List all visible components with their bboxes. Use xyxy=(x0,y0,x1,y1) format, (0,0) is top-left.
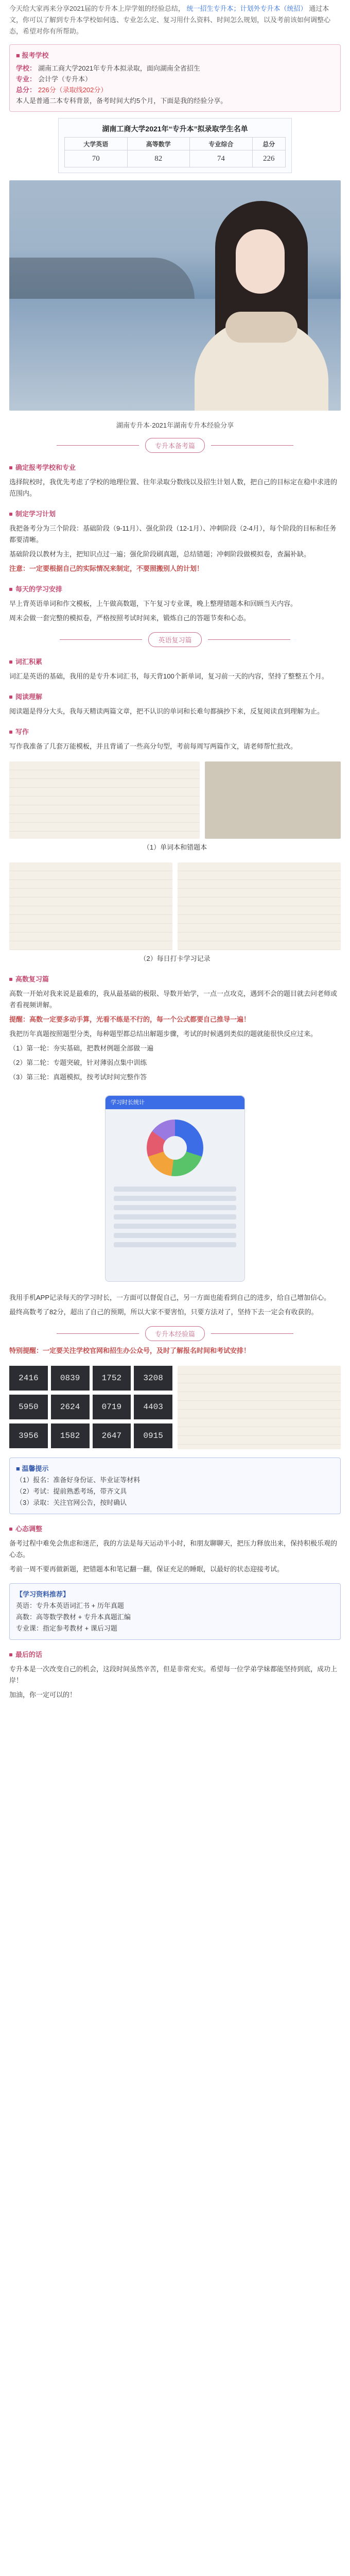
author-photo xyxy=(9,180,341,411)
score-label: 总分： xyxy=(16,86,37,94)
section-paragraph: 最终高数考了82分，超出了自己的预期，所以大家不要害怕，只要方法对了，坚持下去一定会有收获的。 xyxy=(9,1308,318,1316)
reminder-item: （3）录取：关注官网公告，按时确认 xyxy=(16,1499,127,1506)
timer-cell: 4403 xyxy=(134,1395,172,1419)
section-heading: 最后的话 xyxy=(9,1649,341,1660)
section-heading: 确定报考学校和专业 xyxy=(9,462,341,473)
timer-cell: 5950 xyxy=(9,1395,48,1419)
section-heading: 心态调整 xyxy=(9,1523,341,1535)
school-info-row xyxy=(16,63,334,74)
phone-row xyxy=(114,1214,236,1219)
divider-label: 英语复习篇 xyxy=(148,632,201,647)
school-info-box xyxy=(9,44,341,112)
score-card xyxy=(58,118,292,173)
intro-text: 今天给大家再来分享2021届的专升本上岸学姐的经验总结， xyxy=(9,5,185,12)
notebook-photo xyxy=(9,761,200,839)
notebook-photo xyxy=(205,761,341,839)
step-item: （2）第二轮：专题突破，针对薄弱点集中训练 xyxy=(9,1059,147,1066)
divider-label: 专升本备考篇 xyxy=(145,438,205,453)
score-header: 专业综合 xyxy=(190,138,253,150)
section-paragraph: 周末会做一套完整的模拟卷，严格按照考试时间来，锻炼自己的答题节奏和心态。 xyxy=(9,614,251,622)
score-table xyxy=(64,137,286,167)
phone-row xyxy=(114,1205,236,1210)
intro-tail: 通过本文，你可以了解到专升本学校如何选、专业怎么定、复习用什么资料、时间怎么规划，以及考前该如何调整心态，希望对你有所帮助。 xyxy=(9,5,331,35)
timer-grid xyxy=(9,1366,172,1449)
score-cell: 226 xyxy=(252,150,285,167)
divider-line xyxy=(208,639,290,640)
step-item: （1）第一轮：夯实基础，把教材例题全部做一遍 xyxy=(9,1044,154,1052)
section-paragraph: 加油，你一定可以的！ xyxy=(9,1691,77,1699)
section-heading: 阅读理解 xyxy=(9,691,341,703)
section-paragraph: 高数一开始对我来说是最难的，我从最基础的极限、导数开始学，一点一点攻克，遇到不会的题目就去问老师或者看视频讲解。 xyxy=(9,990,338,1009)
study-record-photo xyxy=(178,862,341,950)
reminder-item: （2）考试：提前熟悉考场，带齐文具 xyxy=(16,1487,127,1495)
section-paragraph: 专升本是一次改变自己的机会，这段时间虽然辛苦，但是非常充实。希望每一位学弟学妹都能坚持到底，成功上岸！ xyxy=(9,1665,338,1684)
image-caption: （1）单词本和错题本 xyxy=(143,843,207,851)
resource-item: 高数：高等数学教材 + 专升本真题汇编 xyxy=(16,1613,131,1621)
english-image-row xyxy=(9,761,341,839)
section-paragraph: 词汇是英语的基础，我用的是专升本词汇书，每天背100个新单词，复习前一天的内容，坚持了整整五个月。 xyxy=(9,672,328,680)
step-item: （3）第三轮：真题模拟，按考试时间完整作答 xyxy=(9,1073,147,1081)
resource-item: 英语：专升本英语词汇书 + 历年真题 xyxy=(16,1602,124,1609)
timer-cell: 2647 xyxy=(93,1423,131,1448)
photo-caption: 湖南专升本·2021年湖南专升本经验分享 xyxy=(116,421,234,429)
photo-scarf xyxy=(225,312,297,343)
phone-row xyxy=(114,1224,236,1229)
intro-highlight[interactable]: 统一招生专升本；计划外专升本（统招） xyxy=(186,5,307,12)
section-paragraph: 我用手机APP记录每天的学习时长，一方面可以督促自己，另一方面也能看到自己的进步，给自己增加信心。 xyxy=(9,1294,331,1301)
section-paragraph: 考前一周不要再做新题，把错题本和笔记翻一翻，保证充足的睡眠，以最好的状态迎接考试。 xyxy=(9,1565,284,1573)
score-value: 226分（录取线202分） xyxy=(38,86,108,94)
section-note: 提醒：高数一定要多动手算，光看不练是不行的，每一个公式都要自己推导一遍！ xyxy=(9,1015,251,1023)
phone-row xyxy=(114,1196,236,1201)
score-cell: 82 xyxy=(127,150,190,167)
timer-cell: 3956 xyxy=(9,1423,48,1448)
section-heading: 高数复习篇 xyxy=(9,974,341,985)
score-cell: 70 xyxy=(65,150,128,167)
english-section xyxy=(9,656,341,964)
section-highlight: 特别提醒：一定要关注学校官网和招生办公众号，及时了解报名时间和考试安排！ xyxy=(9,1347,251,1354)
divider-line xyxy=(211,1333,293,1334)
timer-cell: 0719 xyxy=(93,1395,131,1419)
section-paragraph: 我把历年真题按照题型分类，每种题型都总结出解题步骤，考试的时候遇到类似的题就能很快反应过来。 xyxy=(9,1030,318,1038)
photo-face xyxy=(236,229,285,294)
timer-cell: 2624 xyxy=(51,1395,90,1419)
section-heading: 写作 xyxy=(9,726,341,738)
section-divider xyxy=(9,1326,341,1341)
reminder-item: （1）报名：准备好身份证、毕业证等材料 xyxy=(16,1476,141,1484)
reminder-title: ■ 温馨提示 xyxy=(16,1465,49,1472)
section-heading: 每天的学习安排 xyxy=(9,584,341,595)
timer-cell: 2416 xyxy=(9,1366,48,1391)
study-record-photo xyxy=(9,862,172,950)
resource-item: 专业课：指定参考教材 + 课后习题 xyxy=(16,1624,117,1632)
timer-cell: 1582 xyxy=(51,1423,90,1448)
timer-cell: 1752 xyxy=(93,1366,131,1391)
intro-paragraph xyxy=(9,0,341,37)
section-paragraph: 备考过程中难免会焦虑和迷茫，我的方法是每天运动半小时，和朋友聊聊天，把压力释放出来，保持积极乐观的心态。 xyxy=(9,1539,338,1558)
score-card-title: 湖南工商大学2021年“专升本”拟录取学生名单 xyxy=(102,125,248,133)
section-divider xyxy=(9,438,341,453)
section-divider xyxy=(9,632,341,647)
major-value: 会计学（专升本） xyxy=(38,75,92,83)
image-caption: （2）每日打卡学习记录 xyxy=(139,955,211,962)
score-cell: 74 xyxy=(190,150,253,167)
score-header: 总分 xyxy=(252,138,285,150)
math-section xyxy=(9,974,341,1318)
resource-title: 【学习资料推荐】 xyxy=(16,1590,70,1598)
section-paragraph: 我把备考分为三个阶段：基础阶段（9-11月）、强化阶段（12-1月）、冲刺阶段（2-4月），每个阶段的目标和任务都要清晰。 xyxy=(9,524,337,544)
section-heading: 词汇积累 xyxy=(9,656,341,668)
phone-row xyxy=(114,1233,236,1238)
schedule-photo xyxy=(178,1366,341,1449)
section-paragraph: 选择院校时，我优先考虑了学校的地理位置、往年录取分数线以及招生计划人数，把自己的目标定在稳中求进的范围内。 xyxy=(9,478,338,497)
score-header: 高等数学 xyxy=(127,138,190,150)
study-time-donut xyxy=(147,1120,203,1176)
phone-title: 学习时长统计 xyxy=(106,1096,244,1109)
section-paragraph: 早上背英语单词和作文模板，上午做高数题，下午复习专业课，晚上整理错题本和回顾当天内容。 xyxy=(9,600,297,607)
major-info-row xyxy=(16,74,334,84)
timer-cell: 0839 xyxy=(51,1366,90,1391)
timer-cell: 0915 xyxy=(134,1423,172,1448)
experience-image-row xyxy=(9,1366,341,1449)
section-paragraph: 基础阶段以教材为主，把知识点过一遍；强化阶段刷真题，总结错题；冲刺阶段做模拟卷，查漏补缺。 xyxy=(9,550,311,558)
prep-section xyxy=(9,462,341,624)
school-info-title: ■ 报考学校 xyxy=(16,52,49,59)
section-note: 注意：一定要根据自己的实际情况来制定，不要照搬别人的计划！ xyxy=(9,565,204,572)
english-image-row xyxy=(9,862,341,950)
resource-box xyxy=(9,1583,341,1640)
divider-line xyxy=(60,639,142,640)
section-paragraph: 阅读题是得分大头，我每天精读两篇文章，把不认识的单词和长难句都摘抄下来，反复阅读直到理解为止。 xyxy=(9,707,324,715)
divider-label: 专升本经验篇 xyxy=(145,1326,205,1341)
experience-section xyxy=(9,1345,341,1701)
study-time-screenshot xyxy=(105,1095,245,1282)
timer-cell: 3208 xyxy=(134,1366,172,1391)
reminder-box xyxy=(9,1458,341,1514)
score-table-row xyxy=(65,150,286,167)
phone-row xyxy=(114,1187,236,1192)
major-label: 专业： xyxy=(16,75,37,83)
score-table-header-row xyxy=(65,138,286,150)
school-label: 学校： xyxy=(16,64,37,72)
score-header: 大学英语 xyxy=(65,138,128,150)
score-info-row xyxy=(16,84,334,95)
section-paragraph: 写作我准备了几套万能模板，并且背诵了一些高分句型，考前每周写两篇作文，请老师帮忙批改。 xyxy=(9,742,297,750)
phone-row xyxy=(114,1242,236,1247)
school-value: 湖南工商大学2021年专升本拟录取，面向湖南全省招生 xyxy=(38,64,200,72)
divider-line xyxy=(57,1333,139,1334)
divider-line xyxy=(57,445,139,446)
background-note: 本人是普通二本专科背景，备考时间大约5个月，下面是我的经验分享。 xyxy=(16,97,227,105)
divider-line xyxy=(211,445,293,446)
photo-hill xyxy=(9,258,195,304)
section-heading: 制定学习计划 xyxy=(9,509,341,520)
